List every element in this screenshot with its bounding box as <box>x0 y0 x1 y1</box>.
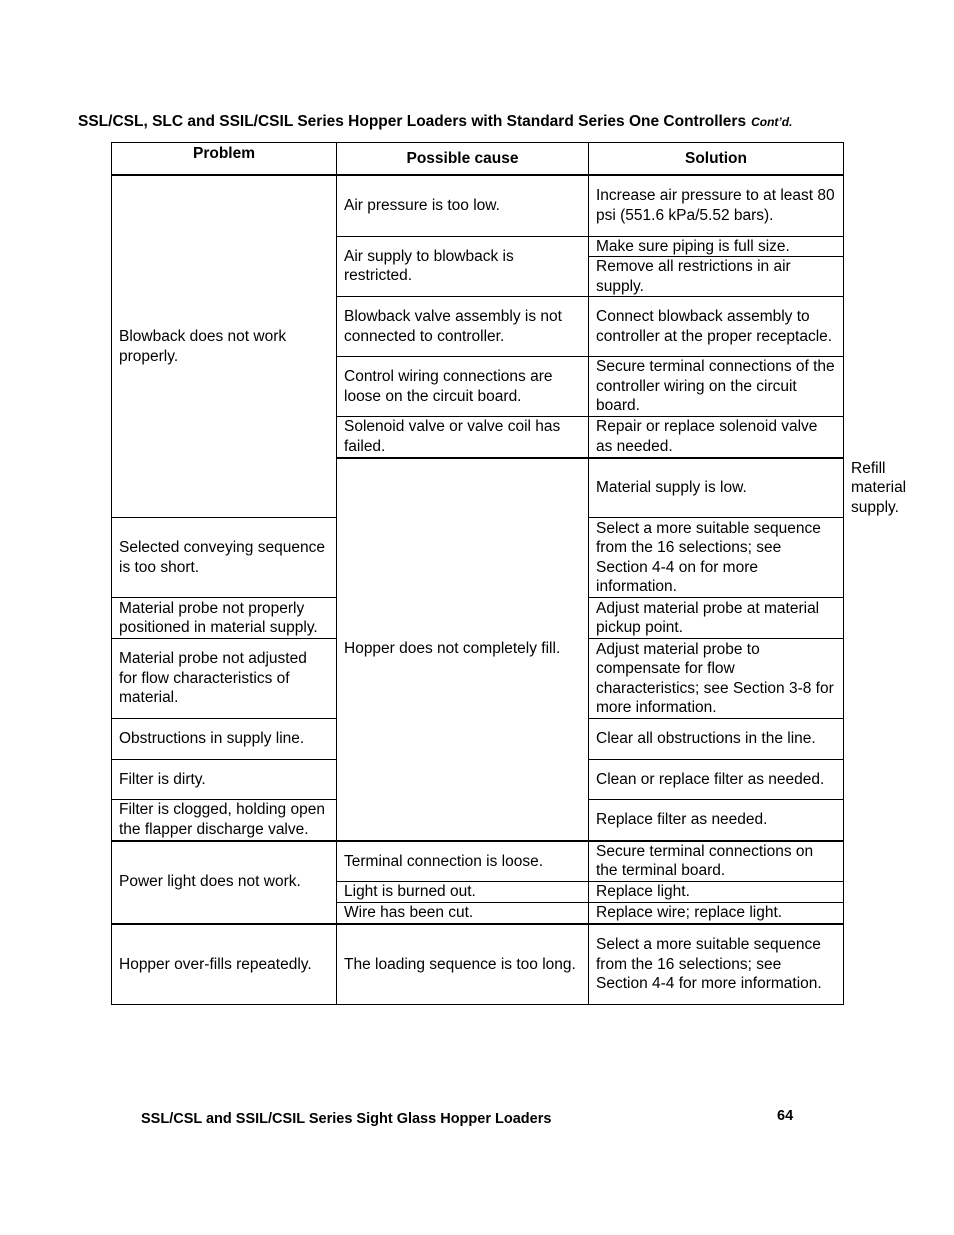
page-number: 64 <box>777 1108 794 1124</box>
solution-cell: Adjust material probe to compensate for flow characteristics; see Section 3-8 for more information. <box>589 639 844 719</box>
cause-cell: Filter is dirty. <box>112 760 337 800</box>
solution-cell: Remove all restrictions in air supply. <box>589 257 844 297</box>
problem-cell: Power light does not work. <box>112 841 337 924</box>
solution-cell: Select a more suitable sequence from the 16 selections; see Section 4-4 on for more information. <box>589 518 844 598</box>
page-heading-title: SSL/CSL, SLC and SSIL/CSIL Series Hopper Loaders with Standard Series One Controllers <box>78 113 747 130</box>
solution-cell: Replace light. <box>589 882 844 903</box>
cause-cell: Blowback valve assembly is not connected to controller. <box>337 297 589 357</box>
column-header-problem: Problem <box>112 143 337 176</box>
cause-cell: Material supply is low. <box>589 458 844 518</box>
solution-cell: Replace filter as needed. <box>589 800 844 841</box>
solution-cell: Secure terminal connections on the terminal board. <box>589 841 844 882</box>
solution-cell: Replace wire; replace light. <box>589 903 844 924</box>
cause-cell: Selected conveying sequence is too short. <box>112 518 337 598</box>
cause-cell: Material probe not adjusted for flow characteristics of material. <box>112 639 337 719</box>
solution-cell: Make sure piping is full size. <box>589 236 844 257</box>
cause-cell: Wire has been cut. <box>337 903 589 924</box>
page-heading-contd: Cont’d. <box>751 115 793 129</box>
table-row: Hopper does not completely fill. Material supply is low. Refill material supply. <box>112 458 844 518</box>
column-header-cause: Possible cause <box>337 143 589 176</box>
cause-cell: Filter is clogged, holding open the flapper discharge valve. <box>112 800 337 841</box>
solution-cell: Adjust material probe at material pickup point. <box>589 598 844 639</box>
table-header-row <box>112 143 844 176</box>
problem-cell: Blowback does not work properly. <box>112 175 337 518</box>
cause-cell: Solenoid valve or valve coil has failed. <box>337 417 589 458</box>
cause-cell: Air supply to blowback is restricted. <box>337 236 589 297</box>
table-row <box>112 841 844 882</box>
cause-cell: Air pressure is too low. <box>337 175 589 236</box>
cause-cell: Control wiring connections are loose on the circuit board. <box>337 357 589 417</box>
column-header-solution: Solution <box>589 143 844 176</box>
table-row <box>112 175 844 236</box>
troubleshooting-table <box>111 142 907 1005</box>
cause-cell: The loading sequence is too long. <box>337 924 589 1005</box>
page-heading <box>78 113 792 131</box>
solution-cell: Clear all obstructions in the line. <box>589 719 844 760</box>
cause-cell: Material probe not properly positioned in material supply. <box>112 598 337 639</box>
solution-cell: Increase air pressure to at least 80 psi (551.6 kPa/5.52 bars). <box>589 175 844 236</box>
solution-cell: Clean or replace filter as needed. <box>589 760 844 800</box>
cause-cell: Obstructions in supply line. <box>112 719 337 760</box>
problem-cell: Hopper does not completely fill. <box>337 458 589 841</box>
problem-cell: Hopper over-fills repeatedly. <box>112 924 337 1005</box>
solution-cell: Connect blowback assembly to controller at the proper receptacle. <box>589 297 844 357</box>
solution-cell: Repair or replace solenoid valve as needed. <box>589 417 844 458</box>
solution-cell: Secure terminal connections of the controller wiring on the circuit board. <box>589 357 844 417</box>
footer-title: SSL/CSL and SSIL/CSIL Series Sight Glass Hopper Loaders <box>141 1111 552 1127</box>
cause-cell: Light is burned out. <box>337 882 589 903</box>
table-row <box>112 924 844 1005</box>
solution-cell: Select a more suitable sequence from the 16 selections; see Section 4-4 for more information. <box>589 924 844 1005</box>
cause-cell: Terminal connection is loose. <box>337 841 589 882</box>
